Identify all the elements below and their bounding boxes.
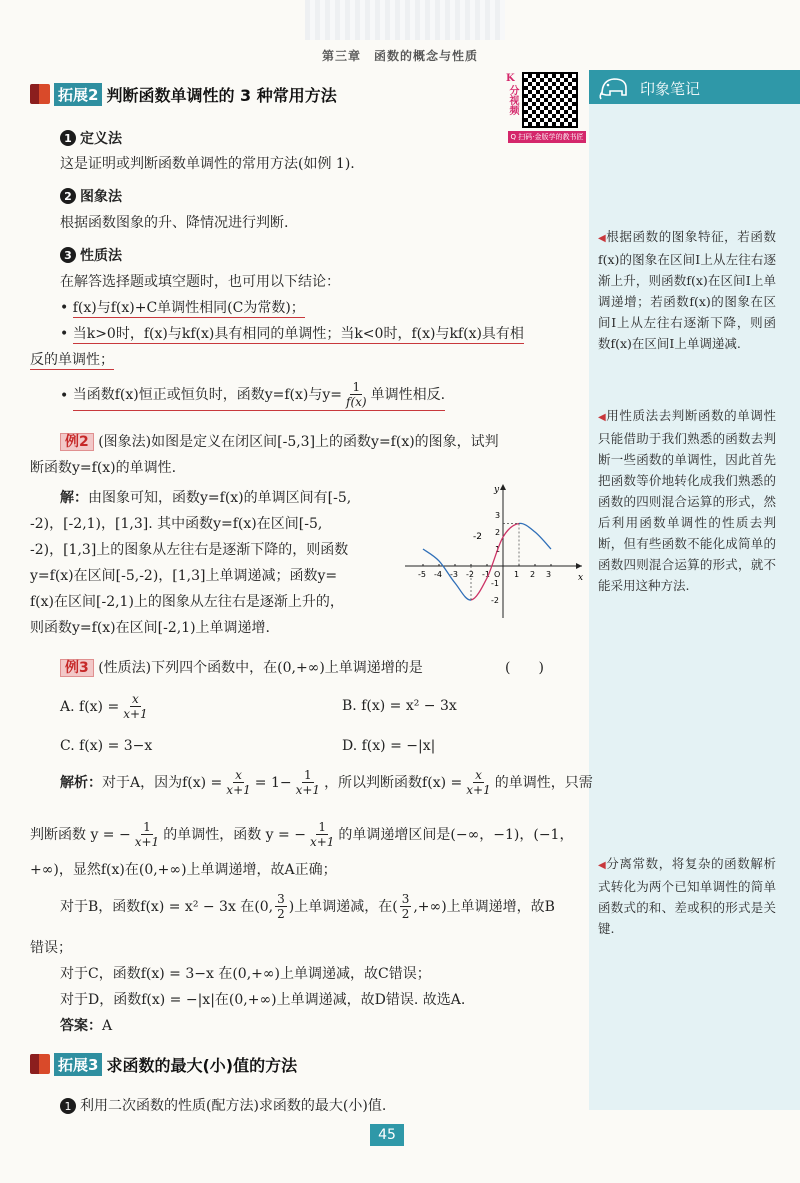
bullet-2: • 当k>0时，f(x)与kf(x)具有相同的单调性；当k<0时，f(x)与kf(x)具有相: [60, 326, 524, 342]
analysis-text: (0,: [254, 898, 274, 915]
example-2-question-cont: 断函数y=f(x)的单调性.: [30, 460, 177, 476]
method-3-heading: [60, 245, 122, 265]
red-triangle-icon: ◀: [598, 860, 607, 871]
fraction: $\frac{x}{x+1}$: [226, 768, 251, 797]
number-badge: 1: [60, 130, 76, 146]
y-tick-label: 2: [495, 528, 501, 537]
method-text: 利用二次函数的性质(配方法)求函数的最大(小)值.: [80, 1098, 387, 1114]
method-2-heading: [60, 186, 122, 206]
qr-code[interactable]: [522, 72, 578, 128]
section-tag: 拓展2: [54, 83, 102, 106]
solution-line-5: f(x)在区间[-2,1)上的图象从左往右是逐渐上升的，: [30, 594, 344, 610]
analysis-text: 对于B，函数f(x) = x² − 3x 在: [60, 898, 255, 915]
x-tick-label: -4: [434, 570, 442, 579]
analysis-text: 对于A，因为f(x) =: [102, 774, 223, 791]
solution-line-6: 则函数y=f(x)在区间[-2,1)上单调递增.: [30, 620, 271, 636]
solution-label: 解：: [60, 490, 88, 506]
page-number: 45: [370, 1124, 404, 1146]
analysis-text: = 1−: [254, 774, 292, 791]
bullet-text: f(x)与f(x)+C单调性相同(C为常数)；: [72, 300, 305, 316]
option-a: [60, 692, 152, 721]
note-text: 分离常数，将复杂的函数解析式转化为两个已知单调性的简单函数式的和、差或积的形式是关键.: [598, 856, 776, 936]
x-tick-label: -2: [466, 570, 474, 579]
option-text: A. f(x) =: [60, 698, 120, 715]
option-b: B. f(x) = x² − 3x: [342, 698, 457, 714]
y-tick-label: 3: [495, 511, 501, 520]
method-title: 性质法: [80, 248, 122, 264]
red-triangle-icon: ◀: [598, 233, 607, 244]
note-text: 根据函数的图象特征，若函数f(x)的图象在区间I上从左往右逐渐上升，则函数f(x)在区间I上单调递增；若函数f(x)的图象在区间I上从左往右逐渐下降，则函数f(x)在区间I上单调递减.: [598, 229, 776, 351]
series-line-decreasing: [423, 549, 471, 600]
section-title: 判断函数单调性的 3 种常用方法: [106, 85, 337, 105]
analysis-line-5: 错误；: [30, 940, 72, 956]
fraction: $\frac{3}{2}$: [277, 892, 285, 921]
example-tag: 例3: [60, 659, 94, 677]
answer-paren: ( ): [505, 660, 544, 676]
fraction: $\frac{1}{x+1}$: [295, 768, 321, 797]
x-axis-label: x: [578, 573, 584, 583]
y-tick-label: -1: [491, 579, 499, 588]
number-badge: 3: [60, 247, 76, 263]
question-line: (图象法)如图是定义在闭区间[-5,3]上的函数y=f(x)的图象，试判: [98, 434, 499, 450]
section-3-method-1: [60, 1094, 386, 1118]
section-heading-3: [30, 1052, 297, 1076]
bullet-text: 单调性相反.: [370, 386, 446, 403]
k-letter: K: [506, 73, 515, 84]
bullet-underlined: [73, 380, 445, 411]
y-axis-label: y: [494, 485, 500, 495]
analysis-line-3: +∞)，显然f(x)在(0,+∞)上单调递增，故A正确；: [30, 862, 337, 878]
x-tick-label: -1: [482, 570, 490, 579]
analysis-text: ，所以判断函数f(x) =: [324, 774, 463, 791]
answer-label: 答案：: [60, 1018, 102, 1034]
analysis-line-6: 对于C，函数f(x) = 3−x 在(0,+∞)上单调递减，故C错误；: [60, 966, 431, 982]
fraction: $\frac{x}{x+1}$: [466, 768, 491, 797]
fraction: $\frac{3}{2}$: [401, 892, 410, 921]
video-label: [506, 72, 522, 115]
method-2-text: 根据函数图象的升、降情况进行判断.: [60, 215, 289, 231]
analysis-text: ,+∞)上单调递增，故B: [413, 898, 555, 915]
chapter-title: 第三章 函数的概念与性质: [321, 49, 478, 63]
bullet-2-cont: [30, 348, 114, 372]
example-3-question: [60, 656, 423, 680]
analysis-label: 解析：: [60, 774, 102, 791]
option-c: C. f(x) = 3−x: [60, 738, 153, 754]
option-d: D. f(x) = −|x|: [342, 738, 436, 754]
answer-value: A: [102, 1018, 113, 1034]
y-tick-label: -2: [491, 596, 499, 605]
bullet-3: • 当函数f(x)恒正或恒负时，函数y=f(x)与y= $\frac{1}{f(x)}$ 单调性相反.: [60, 380, 446, 409]
x-tick-label: -5: [418, 570, 426, 579]
sidebar-note-2: [598, 405, 776, 596]
analysis-line-4: [60, 892, 555, 921]
method-title: 定义法: [80, 131, 122, 147]
fraction: $\frac{1}{x+1}$: [134, 820, 160, 849]
bullet-1: • f(x)与f(x)+C单调性相同(C为常数)；: [60, 300, 305, 316]
analysis-text: 的单调性，函数 y = −: [163, 826, 306, 843]
solution-line-3: -2)，[1,3]上的图象从左往右是逐渐下降的，则函数: [30, 542, 349, 558]
method-1-heading: [60, 128, 122, 148]
section-heading-2: [30, 82, 337, 106]
sidebar-note-1: [598, 226, 776, 354]
qr-caption: Q 扫码·金版学的教书匠: [508, 131, 586, 143]
answer-line: [60, 1014, 112, 1038]
y-axis-arrow: [500, 484, 506, 490]
bullet-text: 反的单调性；: [30, 352, 114, 368]
header-pattern: [305, 0, 505, 40]
question-line: (性质法)下列四个函数中，在(0,+∞)上单调递增的是: [98, 660, 423, 676]
x-axis-arrow: [576, 563, 582, 569]
elephant-icon: [598, 74, 632, 100]
solution-line-1: [60, 486, 351, 510]
red-triangle-icon: ◀: [598, 412, 607, 423]
number-badge: 1: [60, 1098, 76, 1114]
x-tick-label: 3: [546, 570, 552, 579]
x-tick-label: 1: [514, 570, 520, 579]
analysis-line-7: 对于D，函数f(x) = −|x|在(0,+∞)上单调递减，故D错误. 故选A.: [60, 992, 466, 1008]
sidebar-note-3: [598, 853, 776, 939]
y-tick-label: 1: [495, 545, 501, 554]
section-tag: 拓展3: [54, 1053, 102, 1076]
fraction: $\frac{1}{x+1}$: [309, 820, 335, 849]
book-icon: [30, 84, 50, 104]
method-3-text: 在解答选择题或填空题时，也可用以下结论：: [60, 274, 340, 290]
method-title: 图象法: [80, 189, 122, 205]
series-line-decreasing-right: [519, 523, 551, 549]
note-text: 用性质法去判断函数的单调性只能借助于我们熟悉的函数去判断一些函数的单调性，因此首先把函数等价地转化成我们熟悉的函数的四则混合运算的形式，然后利用函数单调性的性质去判断，但有些函数不能化成简单的函数四则混合运算的形式，就不能采用这种方法.: [598, 408, 776, 593]
fraction: $\frac{x}{x+1}$: [123, 692, 148, 721]
x-tick-label: 2: [530, 570, 536, 579]
analysis-line-2: [30, 820, 573, 849]
fraction: $\frac{1}{f(x)}$: [346, 380, 367, 409]
number-badge: 2: [60, 188, 76, 204]
section-title: 求函数的最大(小)值的方法: [106, 1055, 298, 1075]
solution-line-2: -2)，[-2,1)，[1,3]. 其中函数y=f(x)在区间[-5,: [30, 516, 323, 532]
bullet-text: 当k>0时，f(x)与kf(x)具有相同的单调性；当k<0时，f(x)与kf(x)具有相: [72, 326, 524, 342]
book-icon: [30, 1054, 50, 1074]
x-tick-label: O: [494, 570, 501, 579]
analysis-line-1: [60, 768, 593, 797]
bullet-text: 当函数f(x)恒正或恒负时，函数y=f(x)与y=: [72, 386, 342, 403]
sidebar-title: 印象笔记: [640, 80, 701, 98]
analysis-text: 判断函数 y = −: [30, 826, 131, 843]
example-tag: 例2: [60, 433, 94, 451]
solution-text: 由图象可知，函数y=f(x)的单调区间有[-5,: [88, 490, 352, 506]
solution-line-4: y=f(x)在区间[-5,-2)，[1,3]上单调递减；函数y=: [30, 568, 338, 584]
method-1-text: 这是证明或判断函数单调性的常用方法(如例 1).: [60, 156, 355, 172]
analysis-text: )上单调递减，在(: [288, 898, 398, 915]
analysis-text: 的单调性，只需: [494, 774, 593, 791]
analysis-text: 的单调递增区间是(−∞，−1)，(−1，: [338, 826, 574, 843]
example-2-question: [60, 430, 499, 454]
video-side-label: 分视频: [507, 85, 518, 115]
function-graph: [400, 480, 585, 620]
x-tick-label: -3: [450, 570, 458, 579]
peak-label: -2: [473, 531, 482, 542]
